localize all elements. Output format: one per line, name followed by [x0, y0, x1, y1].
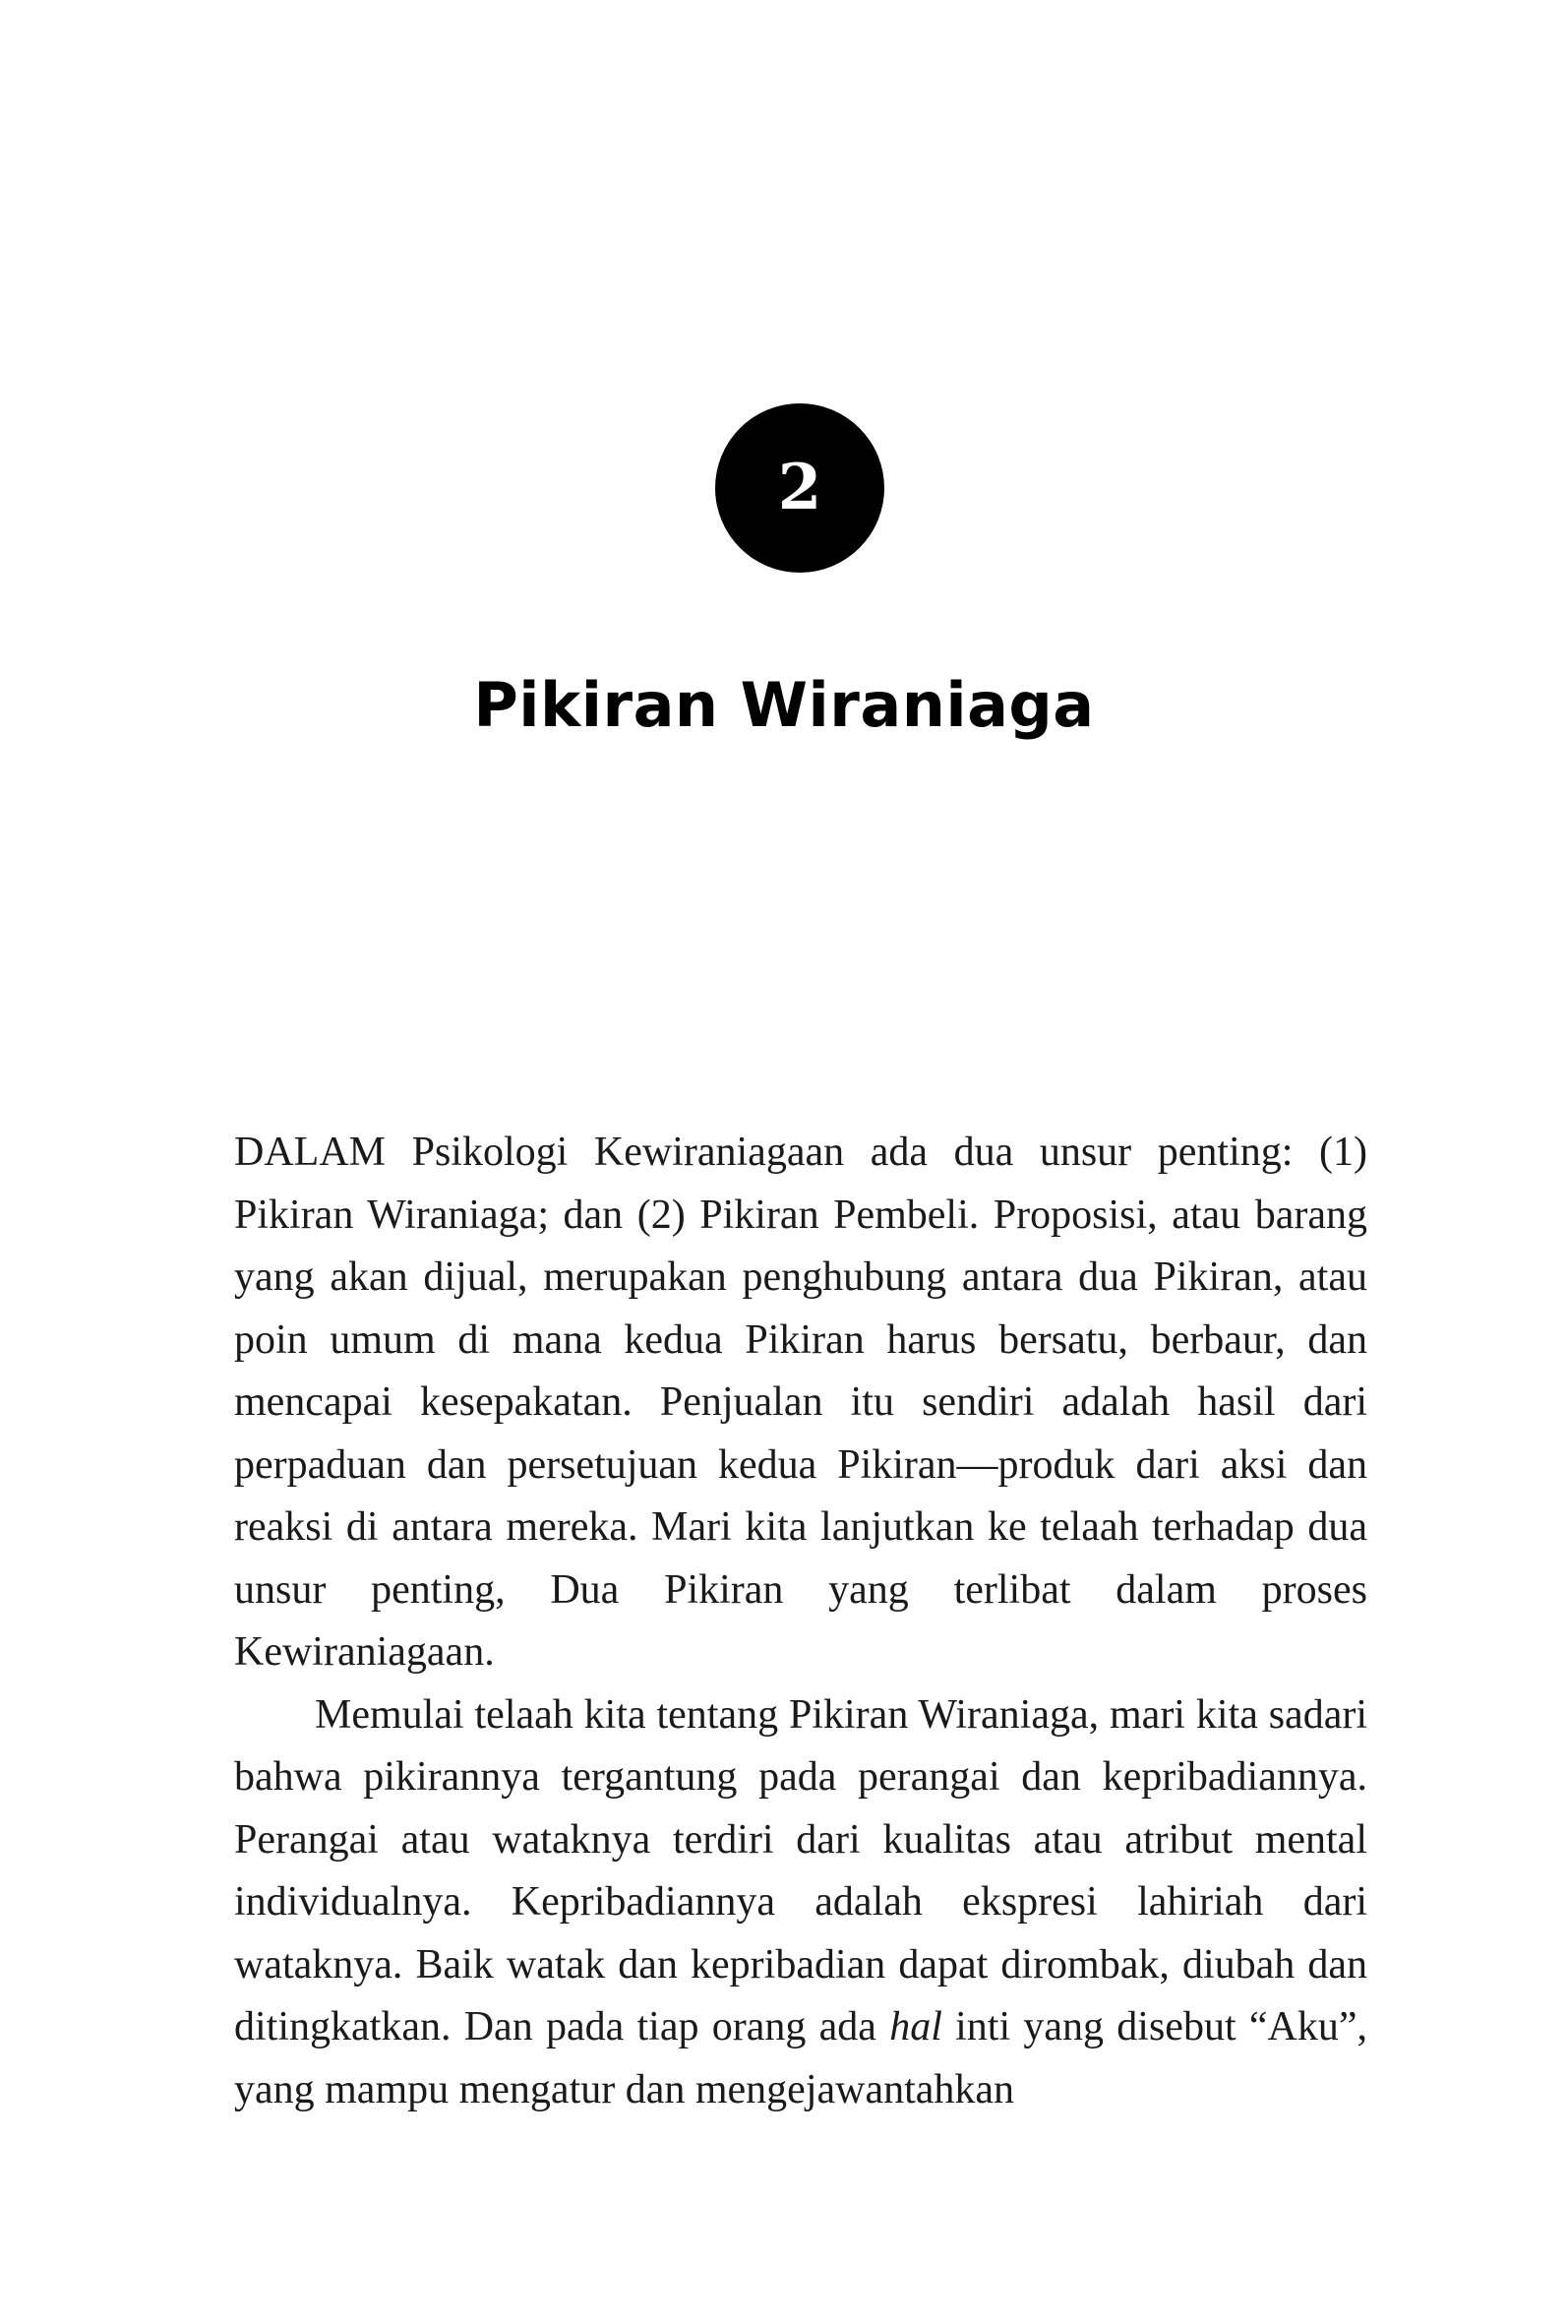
- paragraph-1: DALAM Psikologi Kewiraniagaan ada dua unsur penting: (1) Pikiran Wiraniaga; dan (2) Pikiran Pembeli. Proposisi, atau barang yang akan dijual, merupakan penghubung antara dua Pikiran, atau poin umum di mana kedua Pikiran harus bersatu, berbaur, dan mencapai kesepakatan. Penjualan itu sendiri adalah hasil dari perpaduan dan persetujuan kedua Pikiran—produk dari aksi dan reaksi di antara mereka. Mari kita lanjutkan ke telaah terhadap dua unsur penting, Dua Pikiran yang terlibat dalam proses Kewiraniagaan.: [234, 1130, 1367, 1675]
- chapter-title: Pikiran Wiraniaga: [473, 669, 1095, 741]
- paragraph-2: [234, 1684, 1367, 2122]
- paragraph-2-italic-word: hal: [889, 2004, 942, 2049]
- chapter-number-badge: [715, 403, 884, 573]
- paragraph-2-text-end: inti yang disebut “Aku”, yang mampu mengatur dan mengejawantahkan: [234, 2004, 1367, 2112]
- chapter-number: 2: [777, 451, 822, 524]
- paragraph-2-text-start: Memulai telaah kita tentang Pikiran Wiraniaga, mari kita sadari bahwa pikirannya tergantung pada perangai dan kepribadiannya. Perangai atau wataknya terdiri dari kualitas atau atribut mental individualnya. Kepribadiannya adalah ekspresi lahiriah dari wataknya. Baik watak dan kepribadian dapat dirombak, diubah dan ditingkatkan. Dan pada tiap orang ada: [234, 1691, 1367, 2049]
- body-text: [234, 1122, 1367, 2121]
